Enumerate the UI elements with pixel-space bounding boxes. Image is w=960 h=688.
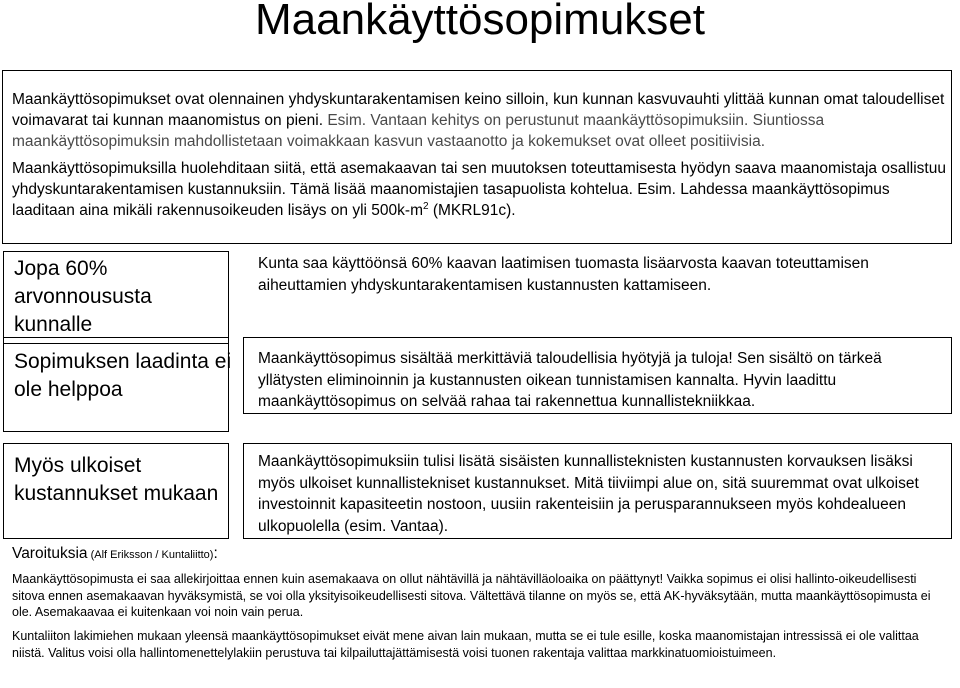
warnings-heading [12,545,218,563]
intro-paragraph-2 [12,158,952,221]
intro-p1-example: Esim. Vantaan kehitys on perustunut maankäyttösopimuksiin. Siuntiossa maankäyttösopimuksin mahdollistetaan voimakkaan kasvun vastaanotto ja kokemukset ovat olleet positiivisia. [12,112,825,150]
section-3-text: Maankäyttösopimuksiin tulisi lisätä sisäisten kunnallisteknisten kustannusten korvauksen lisäksi myös ulkoiset kunnallistekniset kustannukset. Mitä tiiviimpi alue on, sitä suuremmat ovat ulkoiset investoinnit kapasiteetin nostoon, uusiin rakenteisiin ja perusparannukseen myös kohdealueen ulkopuolella (esim. Vantaa). [258,453,919,535]
section-2-text: Maankäyttösopimus sisältää merkittäviä taloudellisia hyötyjä ja tuloja! Sen sisältö on tärkeä yllätysten eliminoinnin ja kustannusten oikean tunnistamisen kannalta. Hyvin laadittu maankäyttösopimus on selvää rahaa tai rakennettua kunnallistekniikkaa. [258,350,882,410]
warnings-source: (Alf Eriksson / Kuntaliitto) [87,549,214,561]
section-1-label: Jopa 60% arvonnoususta kunnalle [14,257,152,336]
warnings-title: Varoituksia [12,545,88,562]
intro-p2-sup: 2 [422,200,429,212]
intro-p1-main: Maankäyttösopimukset ovat olennainen yhdyskuntarakentamisen keino silloin, kun kunnan kasvuvauhti ylittää kunnan omat taloudelliset voimavarat tai kunnan maanomistus on pieni. [12,91,945,129]
section-3-label: Myös ulkoiset kustannukset mukaan [14,454,219,505]
intro-p2-end: (MKRL91c). [428,202,516,219]
warning-paragraph-1: Maankäyttösopimusta ei saa allekirjoittaa ennen kuin asemakaava on ollut nähtävillä ja nähtävilläoloaika on päättynyt! Vaikka sopimus ei olisi hallinto-oikeudellisesti sitova ennen asemakaavan hyväksymistä, se voi olla yksityisoikeudellisesti sitova. Vältettävä tilanne on myös se, että AK-hyväksytään, mutta maankäyttösopimusta ei ole. Asemakaavaa ei kuitenkaan voi noin vain perua. [12,572,931,619]
warnings-colon: : [213,545,218,562]
intro-text [12,89,952,221]
intro-p2-main: Maankäyttösopimuksilla huolehditaan siitä, että asemakaavan tai sen muutoksen toteuttamisesta hyödyn saava maanomistaja osallistuu yhdyskuntarakentamisen kustannuksiin. Tämä lisää maanomistajien tasapuolista kohtelua. Esim. Lahdessa maankäyttösopimus laaditaan aina mikäli rakennusoikeuden lisäys on yli 500k-m [12,160,946,219]
section-1-text: Kunta saa käyttöönsä 60% kaavan laatimisen tuomasta lisäarvosta kaavan toteuttamisen aiheuttamien yhdyskuntarakentamisen kustannusten kattamiseen. [258,255,869,294]
warning-paragraph-2: Kuntaliiton lakimiehen mukaan yleensä maankäyttösopimukset eivät mene aivan lain mukaan, mutta se ei tule esille, koska maanomistajan intressissä ei ole valittaa niistä. Valitus voisi olla hallintomenettelylakiin perustuva tai kilpailuttajättämisestä voisi tuonen rakentaja valittaa markkinatuomioistuimeen. [12,629,919,660]
page-title: Maankäyttösopimukset [255,0,705,44]
section-2-label: Sopimuksen laadinta ei ole helppoa [14,350,232,401]
intro-paragraph-1 [12,89,952,152]
